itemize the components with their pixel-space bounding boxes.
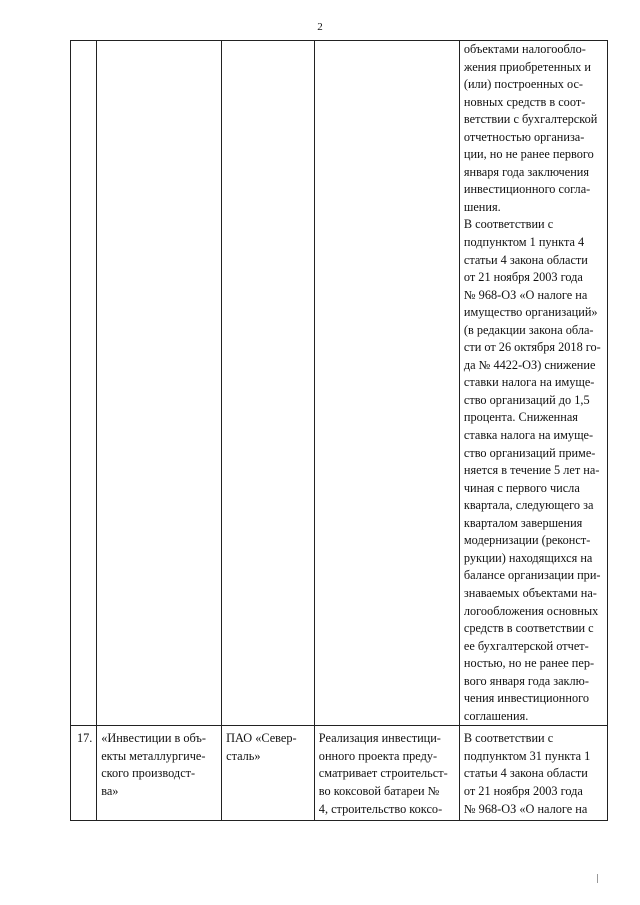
text-line: ство организаций до 1,5 (463, 392, 590, 407)
text-line: во коксовой батареи № (318, 783, 440, 798)
text-line: января года заключения (463, 164, 590, 179)
text-line: ставка налога на имуще- (463, 428, 594, 443)
text-line: от 21 ноября 2003 года (463, 783, 583, 798)
company-cell (222, 726, 315, 821)
text-line: Реализация инвестици- (318, 731, 441, 746)
text-line: ветствии с бухгалтерской (463, 112, 598, 127)
text-line: квартала, следующего за (463, 498, 594, 513)
text-line: статьи 4 закона области (463, 766, 588, 781)
text-line: балансе организации при- (463, 568, 601, 583)
text-line: кварталом завершения (463, 515, 583, 530)
text-line: от 21 ноября 2003 года (463, 270, 583, 285)
description-cell (314, 41, 459, 726)
basis-cell (459, 726, 607, 821)
text-line: сталь» (226, 748, 261, 763)
text-line: объектами налогообло- (463, 42, 586, 56)
text-line: подпунктом 1 пункта 4 (463, 235, 585, 250)
text-line: шения. (463, 199, 501, 214)
text-line: имущество организаций» (463, 305, 598, 320)
text-line: рукции) находящихся на (463, 550, 593, 565)
project-cell (97, 41, 222, 726)
text-line: ва» (101, 783, 119, 798)
text-line: логообложения основных (463, 603, 599, 618)
text-line: В соответствии с (463, 731, 554, 746)
text-line: соглашения. (463, 708, 529, 723)
text-line: да № 4422-ОЗ) снижение (463, 357, 596, 372)
basis-cell (459, 41, 607, 726)
text-line: екты металлургиче- (101, 748, 206, 763)
company-cell (222, 41, 315, 726)
text-line: ство организаций приме- (463, 445, 596, 460)
text-line: няется в течение 5 лет на- (463, 463, 600, 478)
page-number: 2 (317, 21, 323, 33)
row-number-cell: 17. (71, 726, 97, 821)
table-row (71, 41, 608, 726)
text-line: сти от 26 октября 2018 го- (463, 340, 601, 355)
table-row (71, 726, 608, 821)
text-line: знаваемых объектами на- (463, 585, 597, 600)
text-line: онного проекта преду- (318, 748, 438, 763)
text-line: «Инвестиции в объ- (101, 731, 206, 746)
text-line: отчетностью организа- (463, 129, 585, 144)
text-line: статьи 4 закона области (463, 252, 588, 267)
row-number-cell (71, 41, 97, 726)
text-line: (в редакции закона обла- (463, 322, 594, 337)
text-line: ее бухгалтерской отчет- (463, 638, 589, 653)
text-line: В соответствии с (463, 217, 554, 232)
document-table (70, 40, 608, 821)
text-line: ского производст- (101, 766, 196, 781)
scan-mark (597, 874, 598, 883)
text-line: инвестиционного согла- (463, 182, 591, 197)
text-line: процента. Сниженная (463, 410, 578, 425)
text-line: (или) построенных ос- (463, 77, 584, 92)
project-cell (97, 726, 222, 821)
text-line: ции, но не ранее первого (463, 147, 594, 162)
text-line: № 968-ОЗ «О налоге на (463, 801, 588, 816)
text-line: новных средств в соот- (463, 94, 586, 109)
text-line: сматривает строительст- (318, 766, 448, 781)
text-line: подпунктом 31 пункта 1 (463, 748, 591, 763)
description-cell (314, 726, 459, 821)
text-line: чения инвестиционного (463, 691, 589, 706)
text-line: модернизации (реконст- (463, 533, 591, 548)
text-line: вого января года заклю- (463, 673, 589, 688)
text-line: № 968-ОЗ «О налоге на (463, 287, 588, 302)
text-line: чиная с первого числа (463, 480, 580, 495)
text-line: жения приобретенных и (463, 59, 591, 74)
text-line: средств в соответствии с (463, 621, 594, 636)
text-line: ставки налога на имуще- (463, 375, 595, 390)
text-line: 4, строительство коксо- (318, 801, 443, 816)
text-line: ПАО «Север- (226, 731, 297, 746)
text-line: ностью, но не ранее пер- (463, 656, 595, 671)
